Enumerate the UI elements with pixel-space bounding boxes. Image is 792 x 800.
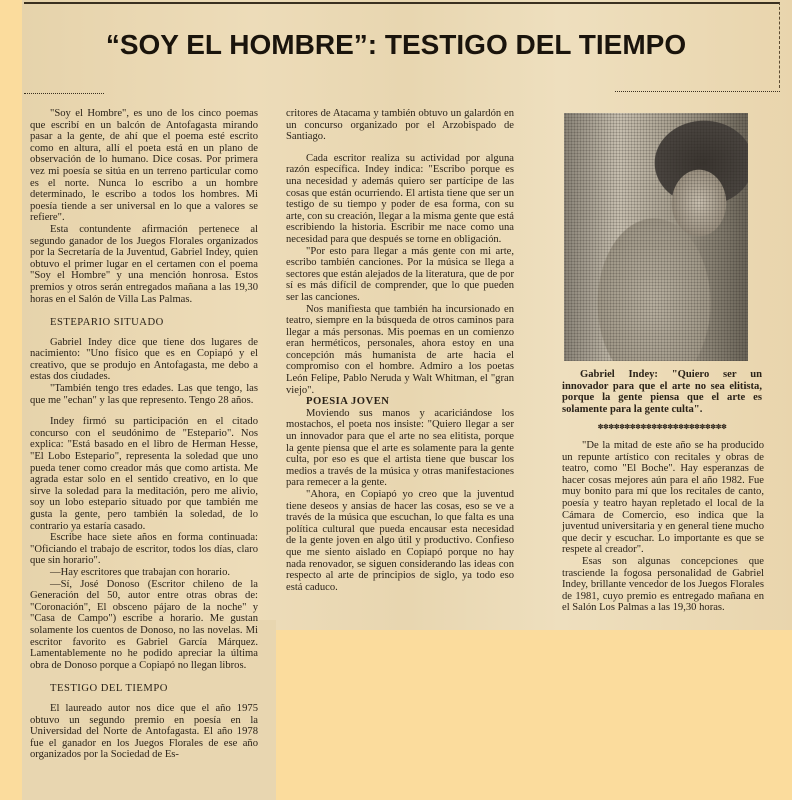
paragraph: critores de Atacama y también obtuvo un galardón en un concurso organizado por el Arzobispado de Santiago.: [286, 108, 514, 143]
article-column-left: [30, 108, 258, 761]
section-heading: TESTIGO DEL TIEMPO: [50, 683, 168, 695]
paragraph: "También tengo tres edades. Las que tengo, las que me "echan" y las que represento. Tengo 28 años.: [30, 383, 258, 406]
portrait-photo: [564, 113, 748, 361]
paragraph: "Ahora, en Copiapó yo creo que la juventud tiene deseos y ansias de hacer las cosas, eso se ve a través de la música que escuchan, lo que falta es una política cultural que pueda encausar esta necesidad de la gente joven en algo útil y productivo. Confieso que me siento aislado en Copiapó porque no hay nada renovador, se siguen considerando las ideas con respecto al arte de principios de siglo, ya todo eso está caduco.: [286, 489, 514, 593]
photo-caption: Gabriel Indey: "Quiero ser un innovador para que el arte no sea elitista, porque la gente piensa que el arte es solamente para la gente culta".: [562, 369, 762, 415]
paragraph: Escribe hace siete años en forma continuada: "Oficiando el trabajo de escritor, todos los días, claro que sin horario".: [30, 532, 258, 567]
paragraph: "Soy el Hombre", es uno de los cinco poemas que escribí en un balcón de Antofagasta mirando pasar a la gente, de ahí que el poema esté escrito como en altura, allí el poeta está en un plano de observación de lo humano. Dice cosas. Por primera vez mi poesía se sitúa en un terreno particular como es el norte. Nunca lo escribo a un hombre determinado, le escribo a todos los hombres. Mi poesía tiende a ser universal en lo que a valores se refiere".: [30, 108, 258, 224]
article-column-middle: [286, 108, 514, 593]
paragraph: Cada escritor realiza su actividad por alguna razón específica. Indey indica: "Escribo porque es una necesidad y además quiero ser partícipe de las cosas que están ocurriendo. El artista tiene que ser un testigo de su tiempo y poder de esa forma, con su arte, con su creación, llegar a la misma gente que está escribiendo la historia. Escribir me nace como una necesidad para que después se torne en obligación.: [286, 152, 514, 245]
article-column-right: [562, 440, 764, 614]
divider-line: [24, 93, 104, 94]
paragraph: "Por esto para llegar a más gente con mi arte, escribo también canciones. Por la música se llega a sectores que están alejados de la literatura, que de por sí es más difícil de comprender, que lo que pueden ser las canciones.: [286, 245, 514, 303]
paragraph: Gabriel Indey dice que tiene dos lugares de nacimiento: "Uno físico que es en Copiapó y el creativo, que se produjo en Antofagasta, me debo a estas dos ciudades.: [30, 336, 258, 383]
paragraph: Indey firmó su participación en el citado concurso con el seudónimo de "Estepario". Nos explica: "Está basado en el libro de Herman Hesse, "El Lobo Estepario", representa la soledad que uno pueda tener como creador más que como artista. Me agrada estar solo en el sentido creativo, en lo que sirve la soledad para la meditación, pero me alivio, soy un lobo estepario situado por que también me gusta la gente, pero también la soledad, de lo contrario ya estaría casado.: [30, 416, 258, 532]
paragraph: El laureado autor nos dice que el año 1975 obtuvo un segundo premio en poesía en la Universidad del Norte de Antofagasta. El año 1978 fue el ganador en los Juegos Florales de ese año organizados por la Sociedad de Es-: [30, 702, 258, 761]
paragraph: "De la mitad de este año se ha producido un repunte artístico con recitales y obras de teatro, como "El Boche". Hay esperanzas de hacer cosas mejores aún para el año 1982. Fue muy bonito para mí que los recitales de canto, poesía y teatro hayan repletado el local de la Cámara de Comercio, eso indica que la juventud universitaria y en general tiene mucho que decir y escuchar. Lo importante es que se respete al creador".: [562, 440, 764, 556]
paragraph: Moviendo sus manos y acariciándose los mostachos, el poeta nos insiste: "Quiero llegar a ser un innovador para que el arte no sea elitista, porque la gente piensa que el arte es solamente para la gente culta, por eso es que el artista tiene que buscar los medios a través de la música y otras manifestaciones para remecer a la gente.: [286, 407, 514, 489]
divider-line: [615, 91, 780, 92]
ornamental-separator: ✽✽✽✽✽✽✽✽✽✽✽✽✽✽✽✽✽✽✽✽✽✽✽✽: [597, 423, 727, 431]
paragraph: Esas son algunas concepciones que trasciende la fogosa personalidad de Gabriel Indey, brillante vencedor de los Juegos Florales de 1981, cuyo premio es entregado mañana en el Salón Los Palmas a las 19,30 horas.: [562, 555, 764, 614]
paragraph: Nos manifiesta que también ha incursionado en teatro, siempre en la búsqueda de otros caminos para llegar a más personas. Mis poemas en un comienzo eran herméticos, personales, ahora estoy en una concepción más humanista de arte hacia el compromiso con el hombre. Admiro a los poetas León Felipe, Pablo Neruda y Walt Whitman, el "gran viejo".: [286, 303, 514, 396]
headline: “SOY EL HOMBRE”: TESTIGO DEL TIEMPO: [105, 29, 687, 60]
section-heading: ESTEPARIO SITUADO: [50, 317, 164, 329]
section-heading: POESIA JOVEN: [306, 396, 390, 408]
paragraph: —Sí, José Donoso (Escritor chileno de la Generación del 50, autor entre otras obras de: "Coronación", El obsceno pájaro de la noche" y "Casa de Campo") escribe a horario. Me gustan solamente los cuentos de Donoso, no las novelas. Mi escritor favorito es Gabriel García Márquez. Lamentablemente no he podido apreciar la última obra de Donoso porque a Copiapó no llegan libros.: [30, 578, 258, 671]
paragraph: Esta contundente afirmación pertenece al segundo ganador de los Juegos Florales organizados por la Secretaría de la Juventud, Gabriel Indey, quien obtuvo el primer lugar en el certamen con el poema "Soy el Hombre" y una mención honrosa. Estos premios y otros serán entregados mañana a las 19,30 horas en el Salón de Villa Las Palmas.: [30, 223, 258, 305]
paragraph: —Hay escritores que trabajan con horario.: [50, 566, 231, 578]
